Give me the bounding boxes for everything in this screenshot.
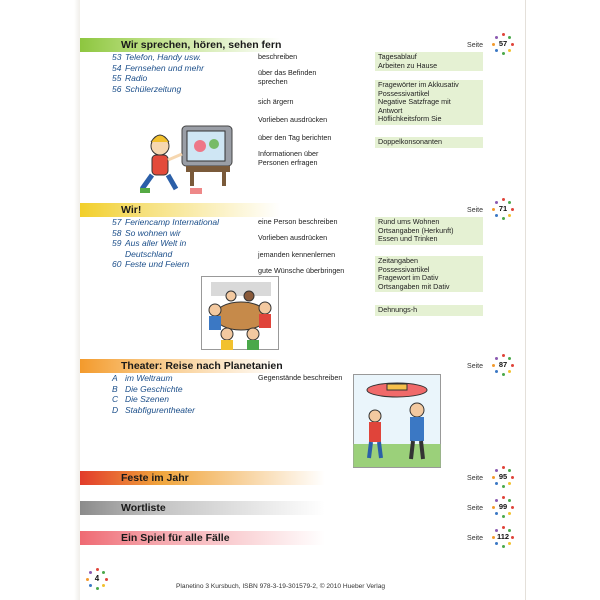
badge-dot <box>86 578 89 581</box>
badge-dot <box>502 515 505 518</box>
tv-watching-illustration <box>130 116 242 198</box>
badge-dot <box>96 587 99 590</box>
comm-item: jemanden kennenlernen <box>258 250 336 259</box>
comm-item: Vorlieben ausdrücken <box>258 115 328 124</box>
comm-item: gute Wünsche überbringen <box>258 266 345 275</box>
comm-item: Gegenstände beschreiben <box>258 373 343 382</box>
badge-dot <box>492 506 495 509</box>
unit-item[interactable]: 54 Fernsehen und mehr <box>112 62 204 73</box>
badge-dot <box>511 476 514 479</box>
grammar-box: Tagesablauf Arbeiten zu Hause <box>375 52 483 71</box>
badge-dot <box>492 43 495 46</box>
badge-dot <box>502 545 505 548</box>
comm-item: sich ärgern <box>258 97 294 106</box>
grammar-box: Fragewörter im Akkusativ Possessivartikel Negative Satzfrage mit Antwort Höflichkeitsform Sie <box>375 80 483 125</box>
comm-item: Informationen über Personen erfragen <box>258 149 319 167</box>
grammar-box: Doppelkonsonanten <box>375 137 483 148</box>
badge-dot <box>495 529 498 532</box>
comm-item: beschreiben <box>258 52 298 61</box>
badge-dot <box>511 208 514 211</box>
badge-dot <box>511 43 514 46</box>
chapter-6-title: Ein Spiel für alle Fälle <box>121 532 230 544</box>
badge-dot <box>511 536 514 539</box>
chapter-6-page-number: 112 <box>496 532 510 541</box>
badge-dot <box>502 198 505 201</box>
chapter-5-page-badge[interactable] <box>492 496 514 518</box>
badge-dot <box>502 33 505 36</box>
chapter-1-title: Wir sprechen, hören, sehen fern <box>121 39 282 51</box>
badge-dot <box>511 364 514 367</box>
unit-item[interactable]: 58 So wohnen wir <box>112 227 181 238</box>
badge-dot <box>502 52 505 55</box>
chapter-3-units <box>112 373 227 415</box>
chapter-4-band <box>80 471 525 485</box>
chapter-6-page-badge[interactable] <box>492 526 514 548</box>
grammar-box: Zeitangaben Possessivartikel Fragewort im Dativ Ortsangaben mit Dativ <box>375 256 483 292</box>
seite-label: Seite <box>467 505 483 512</box>
chapter-4-page-badge[interactable] <box>492 466 514 488</box>
badge-dot <box>89 584 92 587</box>
chapter-4-page-number: 95 <box>498 472 508 481</box>
badge-dot <box>502 526 505 529</box>
badge-dot <box>495 214 498 217</box>
badge-dot <box>508 469 511 472</box>
chapter-1-band <box>80 38 525 52</box>
chapter-3-title: Theater: Reise nach Planetanien <box>121 360 283 372</box>
chapter-2-band <box>80 203 525 217</box>
unit-item[interactable]: 56 Schülerzeitung <box>112 83 182 94</box>
badge-dot <box>495 49 498 52</box>
unit-item[interactable]: 53 Telefon, Handy usw. <box>112 52 202 62</box>
seite-label: Seite <box>467 207 483 214</box>
unit-item[interactable]: 59 Aus aller Welt in Deutschland <box>112 238 187 259</box>
badge-dot <box>502 496 505 499</box>
comm-item: eine Person beschreiben <box>258 217 338 226</box>
badge-dot <box>502 354 505 357</box>
chapter-1-units <box>112 52 227 94</box>
comm-item: über das Befinden sprechen <box>258 68 317 86</box>
unit-item[interactable]: 60 Feste und Feiern <box>112 259 190 269</box>
badge-dot <box>502 217 505 220</box>
chapter-1-page-number: 57 <box>498 39 508 48</box>
comm-item: Vorlieben ausdrücken <box>258 233 328 242</box>
badge-dot <box>502 485 505 488</box>
badge-dot <box>508 499 511 502</box>
chapter-3-page-badge[interactable] <box>492 354 514 376</box>
badge-dot <box>495 482 498 485</box>
unit-item[interactable]: B Die Geschichte <box>112 383 183 394</box>
unit-item[interactable]: C Die Szenen <box>112 394 169 404</box>
badge-dot <box>492 476 495 479</box>
group-table-illustration <box>201 276 279 350</box>
badge-dot <box>102 571 105 574</box>
chapter-2-page-badge[interactable] <box>492 198 514 220</box>
chapter-2-title: Wir! <box>121 204 142 216</box>
badge-dot <box>502 466 505 469</box>
chapter-5-page-number: 99 <box>498 502 508 511</box>
footer-page-number: 4 <box>94 574 100 583</box>
chapter-5-title: Wortliste <box>121 502 166 514</box>
footer-credit: Planetino 3 Kursbuch, ISBN 978-3-19-301579-2, © 2010 Hueber Verlag <box>176 583 386 590</box>
comm-item: über den Tag berichten <box>258 133 332 142</box>
unit-item[interactable]: A im Weltraum <box>112 373 173 383</box>
seite-label: Seite <box>467 475 483 482</box>
chapter-1-page-badge[interactable] <box>492 33 514 55</box>
seite-label: Seite <box>467 363 483 370</box>
badge-dot <box>495 499 498 502</box>
seite-label: Seite <box>467 42 483 49</box>
badge-dot <box>495 542 498 545</box>
grammar-box: Rund ums Wohnen Ortsangaben (Herkunft) Essen und Trinken <box>375 217 483 245</box>
unit-item[interactable]: D Stabfigurentheater <box>112 404 195 415</box>
unit-item[interactable]: 55 Radio <box>112 73 148 83</box>
chapter-2-units <box>112 217 227 270</box>
badge-dot <box>508 529 511 532</box>
badge-dot <box>492 536 495 539</box>
badge-dot <box>492 208 495 211</box>
badge-dot <box>495 512 498 515</box>
unit-item[interactable]: 57 Feriencamp International <box>112 217 220 227</box>
chapter-3-page-number: 87 <box>498 360 508 369</box>
badge-dot <box>89 571 92 574</box>
badge-dot <box>511 506 514 509</box>
badge-dot <box>502 373 505 376</box>
chapter-4-title: Feste im Jahr <box>121 472 189 484</box>
book-page <box>80 0 525 600</box>
badge-dot <box>495 370 498 373</box>
chapter-6-band <box>80 531 525 545</box>
badge-dot <box>508 36 511 39</box>
chapter-5-band <box>80 501 525 515</box>
planet-trip-illustration <box>353 374 441 468</box>
footer-page-badge <box>86 568 108 590</box>
badge-dot <box>495 201 498 204</box>
badge-dot <box>492 364 495 367</box>
badge-dot <box>495 357 498 360</box>
seite-label: Seite <box>467 535 483 542</box>
badge-dot <box>495 469 498 472</box>
badge-dot <box>105 578 108 581</box>
badge-dot <box>508 201 511 204</box>
badge-dot <box>96 568 99 571</box>
badge-dot <box>508 357 511 360</box>
badge-dot <box>495 36 498 39</box>
chapter-2-page-number: 71 <box>498 204 508 213</box>
chapter-3-band <box>80 359 525 373</box>
grammar-box: Dehnungs-h <box>375 305 483 316</box>
